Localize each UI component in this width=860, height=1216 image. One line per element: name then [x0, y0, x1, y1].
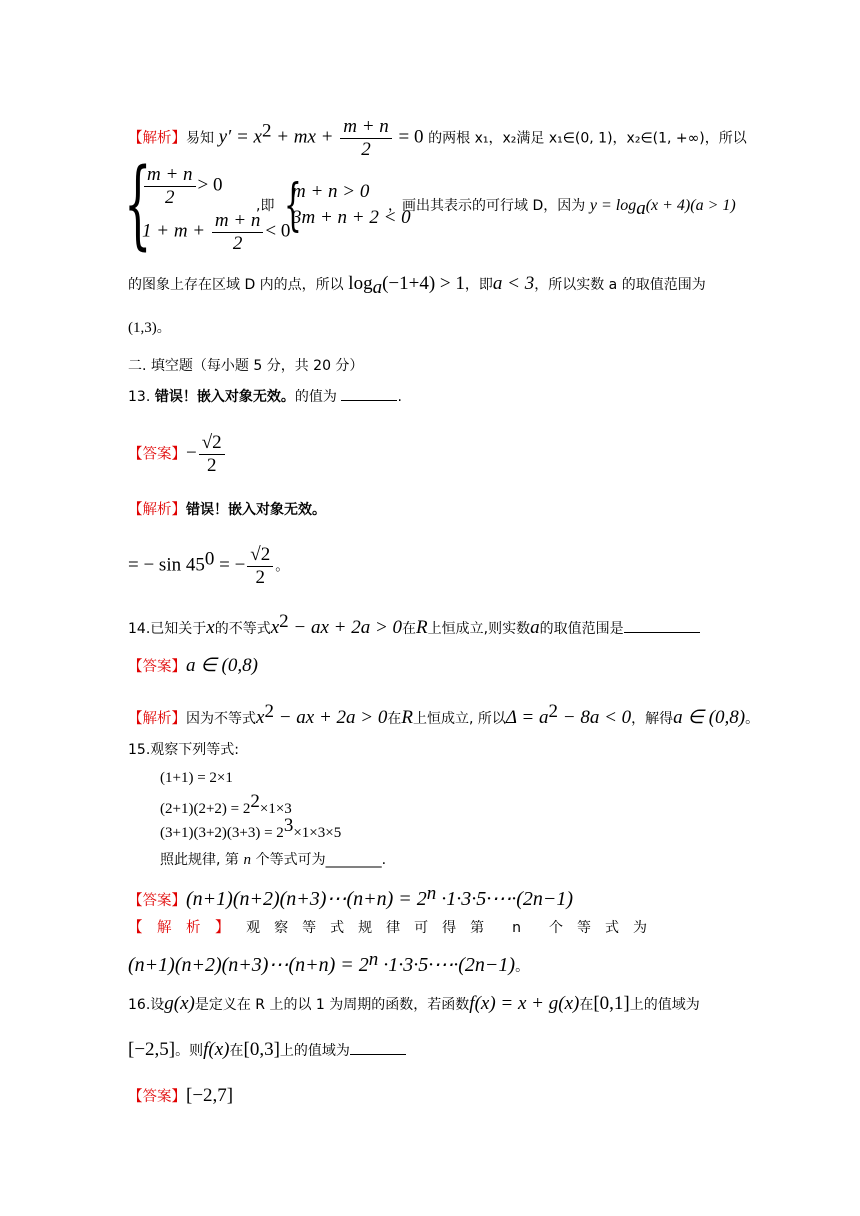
q14-question: 14.已知关于x的不等式$x^2$ − ax + 2a > 0在R上恒成立,则实数a的取值范围是	[128, 612, 700, 639]
solution-tag: 【解析】	[128, 130, 186, 147]
solution-tag: 【 解 析 】	[128, 920, 230, 936]
ji-text: ,即	[256, 198, 275, 214]
q12-answer: (1,3)。	[128, 320, 171, 336]
q12-line3: 的图象上存在区域 D 内的点，所以 $\log_a(-1+4) > 1$，即a < 3，所以实数 a 的取值范围为	[128, 273, 706, 298]
fraction: $\frac{m + n}{2}$	[340, 116, 392, 161]
q13-question: 13. 错误！嵌入对象无效。的值为 .	[128, 386, 402, 407]
q15-solution: 【 解 析 】 观 察 等 式 规 律 可 得 第 n 个 等 式 为	[128, 920, 647, 936]
answer-tag: 【答案】	[128, 892, 186, 909]
system1-row2: 1 + m + $\frac{m + n}{2}$ < 0	[142, 210, 291, 254]
solution-tag: 【解析】	[128, 710, 186, 727]
q15-rule: 照此规律, 第 n 个等式可为________.	[160, 852, 387, 868]
answer-tag: 【答案】	[128, 1089, 186, 1105]
q15-solution-eq: (n+1)(n+2)(n+3)⋯(n+n) = $2^n$ ·1·3·5·⋯·(2n−1)。	[128, 949, 530, 976]
solution-tag: 【解析】	[128, 502, 186, 518]
answer-blank	[350, 1040, 406, 1055]
q13-solution-tag: 【解析】错误！嵌入对象无效。	[128, 502, 326, 518]
q15-answer: 【答案】(n+1)(n+2)(n+3)⋯(n+n) = $2^n$ ·1·3·5·⋯·(2n−1)	[128, 883, 574, 910]
left-brace-2: {	[284, 173, 302, 238]
system2-row1: m + n > 0	[292, 181, 370, 202]
q16-question-cont: [−2,5]。则f(x)在[0,3]上的值域为	[128, 1040, 406, 1061]
q13-solution: = − $\sin 45^0$ = − $\frac{√2}{2}$ 。	[128, 544, 290, 588]
answer-tag: 【答案】	[128, 659, 186, 675]
domain-text: ，画出其表示的可行域 D，因为 $y = \log_a(x + 4)(a > 1)$	[388, 197, 736, 219]
q15-eq1: (1+1) = 2×1	[160, 770, 233, 786]
q16-question: 16.设g(x)是定义在 R 上的以 1 为周期的函数，若函数f(x) = x + g(x)在[0,1]上的值域为	[128, 993, 700, 1014]
left-brace-1: {	[124, 148, 152, 260]
q12-line1: 【解析】易知 $y' = x^2$ + mx + $\frac{m + n}{2}$ = 0 的两根 x₁，x₂满足 x₁∈(0, 1)，x₂∈(1, +∞)，所以	[128, 116, 747, 160]
answer-blank	[341, 386, 397, 401]
q15-eq3: $(3+1)(3+2)(3+3) = 2^3\times 1\times 3\times 5$	[160, 815, 342, 841]
section-heading: 二. 填空题（每小题 5 分，共 20 分）	[128, 358, 364, 374]
system1-row1: $\frac{m + n}{2}$ > 0	[142, 164, 223, 209]
q13-answer: 【答案】− $\frac{√2}{2}$	[128, 432, 227, 477]
system2-row2: 3m + n + 2 < 0	[292, 207, 411, 228]
answer-tag: 【答案】	[128, 446, 186, 463]
q14-solution: 【解析】因为不等式$x^2$ − ax + 2a > 0在R上恒成立, 所以$\Delta = a^2 - 8a < 0$，解得a ∈ (0,8)。	[128, 701, 760, 728]
q15-question: 15.观察下列等式:	[128, 742, 239, 758]
answer-blank	[624, 618, 700, 633]
q16-answer: 【答案】[−2,7]	[128, 1085, 234, 1106]
q14-answer: 【答案】a ∈ (0,8)	[128, 655, 258, 676]
q15-eq2: $(2+1)(2+2) = 2^2\times 1\times 3$	[160, 791, 292, 817]
